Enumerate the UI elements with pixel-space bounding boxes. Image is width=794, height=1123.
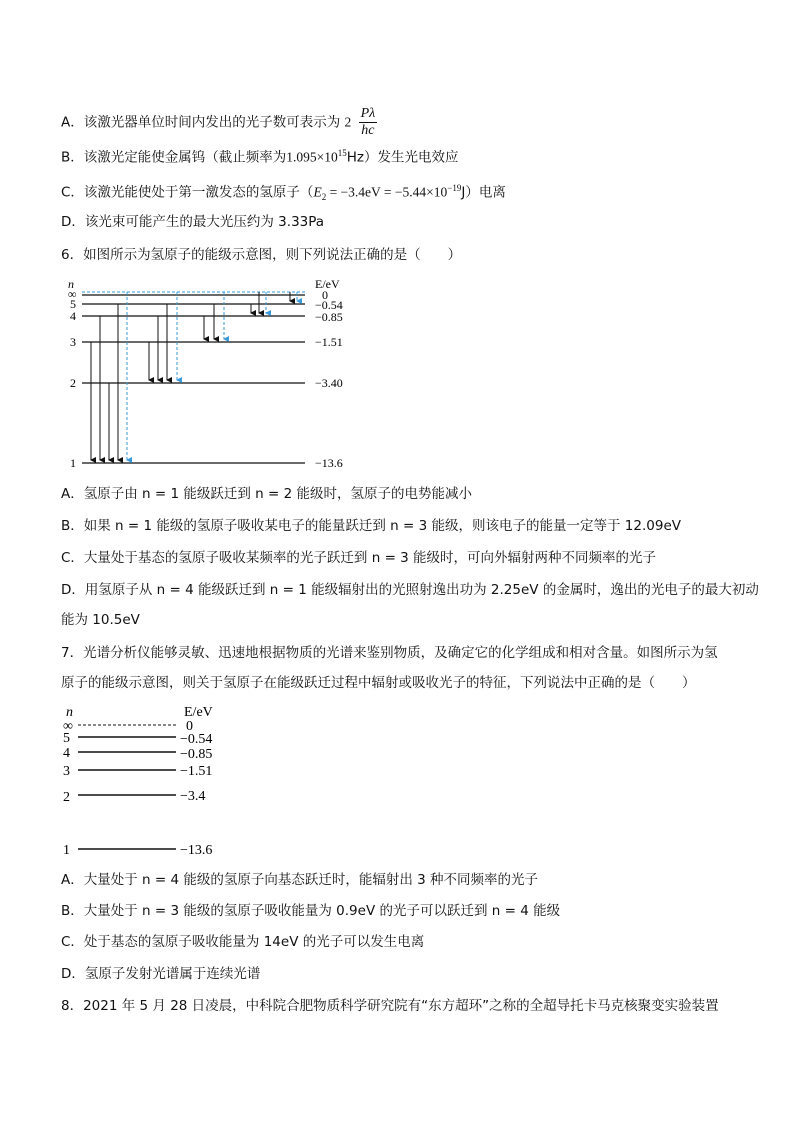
q7-level-n-5: 5 [63,731,70,746]
q6-level-e-2: −3.40 [315,376,343,390]
q5-option-c-post: J）电离 [461,184,506,201]
q5-option-a-coef: 2 [344,114,352,130]
q5-fraction-denominator: hc [361,123,375,138]
q6-level-n-inf: ∞ [68,287,77,301]
q8-stem: 8．2021 年 5 月 28 日凌晨，中科院合肥物质科学研究院有“东方超环”之称的全超导托卡马克核聚变实验装置 [61,998,719,1014]
q7-n-axis-label: n [66,705,73,720]
q6-option-d-line2: 能为 10.5eV [61,612,140,628]
q7-level-e-4: −0.85 [180,747,213,762]
q5-fraction [359,106,378,139]
q6-level-n-5: 5 [70,297,76,311]
q7-option-a: A．大量处于 n = 4 能级的氢原子向基态跃迁时，能辐射出 3 种不同频率的光子 [61,872,539,888]
q5-option-c-subscript: 2 [321,192,327,203]
q6-level-n-3: 3 [70,335,76,349]
q7-option-b: B．大量处于 n = 3 能级的氢原子吸收能量为 0.9eV 的光子可以跃迁到 n = 4 能级 [61,903,561,919]
q7-level-e-5: −0.54 [180,732,213,747]
q5-option-c-value: = −3.4eV = −5.44×10 [326,184,448,200]
q6-level-e-4: −0.85 [315,310,343,324]
q6-level-e-3: −1.51 [315,335,343,349]
q5-option-b-unit: Hz）发生光电效应 [346,149,459,166]
q6-level-e-inf: 0 [322,288,328,302]
q7-level-n-inf: ∞ [63,719,73,734]
q7-stem-line1: 7．光谱分析仪能够灵敏、迅速地根据物质的光谱来鉴别物质，及确定它的化学组成和相对含量。如图所示为氢 [61,645,718,661]
q6-level-n-4: 4 [70,309,76,323]
q5-option-b [61,143,459,168]
q5-option-b-value: 1.095×10 [286,149,338,165]
q7-level-e-inf: 0 [186,719,193,734]
q7-option-d: D．氢原子发射光谱属于连续光谱 [61,966,261,982]
q6-option-c: C．大量处于基态的氢原子吸收某频率的光子跃迁到 n = 3 能级时，可向外辐射两种不同频率的光子 [61,550,657,566]
q5-option-c [61,178,506,207]
q7-level-e-3: −1.51 [180,764,213,779]
q5-option-c-symbol: E [313,184,322,200]
q6-option-d-line1: D．用氢原子从 n = 4 能级跃迁到 n = 1 能级辐射出的光照射逸出功为 2.25eV 的金属时，逸出的光电子的最大初动 [61,582,759,598]
q7-energy-level-diagram [60,700,240,862]
q5-option-c-text: C．该激光能使处于第一激发态的氢原子（ [61,184,314,201]
q7-option-c: C．处于基态的氢原子吸收能量为 14eV 的光子可以发生电离 [61,934,425,950]
q6-level-n-1: 1 [70,456,76,470]
q6-level-e-1: −13.6 [315,456,343,470]
q5-option-b-exponent: 15 [337,148,347,158]
q6-option-b: B．如果 n = 1 能级的氢原子吸收某电子的能量跃迁到 n = 3 能级，则该电子的能量一定等于 12.09eV [61,518,681,534]
q5-fraction-numerator: Pλ [360,106,376,121]
q6-level-e-5: −0.54 [315,298,343,312]
q7-level-e-2: −3.4 [180,789,206,804]
q6-level-n-2: 2 [70,376,76,390]
q6-energy-level-diagram [60,276,360,474]
q5-option-d: D．该光束可能产生的最大光压约为 3.33Pa [61,214,325,230]
q7-level-n-1: 1 [63,843,70,858]
q6-energy-axis-label: E/eV [315,277,340,291]
q7-level-n-4: 4 [63,746,70,761]
q6-n-axis-label: n [68,277,74,291]
q7-level-n-3: 3 [63,764,70,779]
q6-option-a: A．氢原子由 n = 1 能级跃迁到 n = 2 能级时，氢原子的电势能减小 [61,486,472,502]
q7-energy-axis-label: E/eV [184,705,213,720]
q5-option-b-text: B．该激光定能使金属钨（截止频率为 [61,149,287,166]
q6-stem: 6．如图所示为氢原子的能级示意图，则下列说法正确的是（ ） [61,247,462,263]
q7-level-n-2: 2 [63,790,70,805]
q5-option-a-text: A．该激光器单位时间内发出的光子数可表示为 [61,114,341,131]
q5-option-a [61,106,380,139]
q7-stem-line2: 原子的能级示意图，则关于氢原子在能级跃迁过程中辐射或吸收光子的特征，下列说法中正确的是（ ） [61,675,696,691]
q7-level-e-1: −13.6 [180,843,213,858]
q5-option-c-exponent: −19 [447,183,462,193]
